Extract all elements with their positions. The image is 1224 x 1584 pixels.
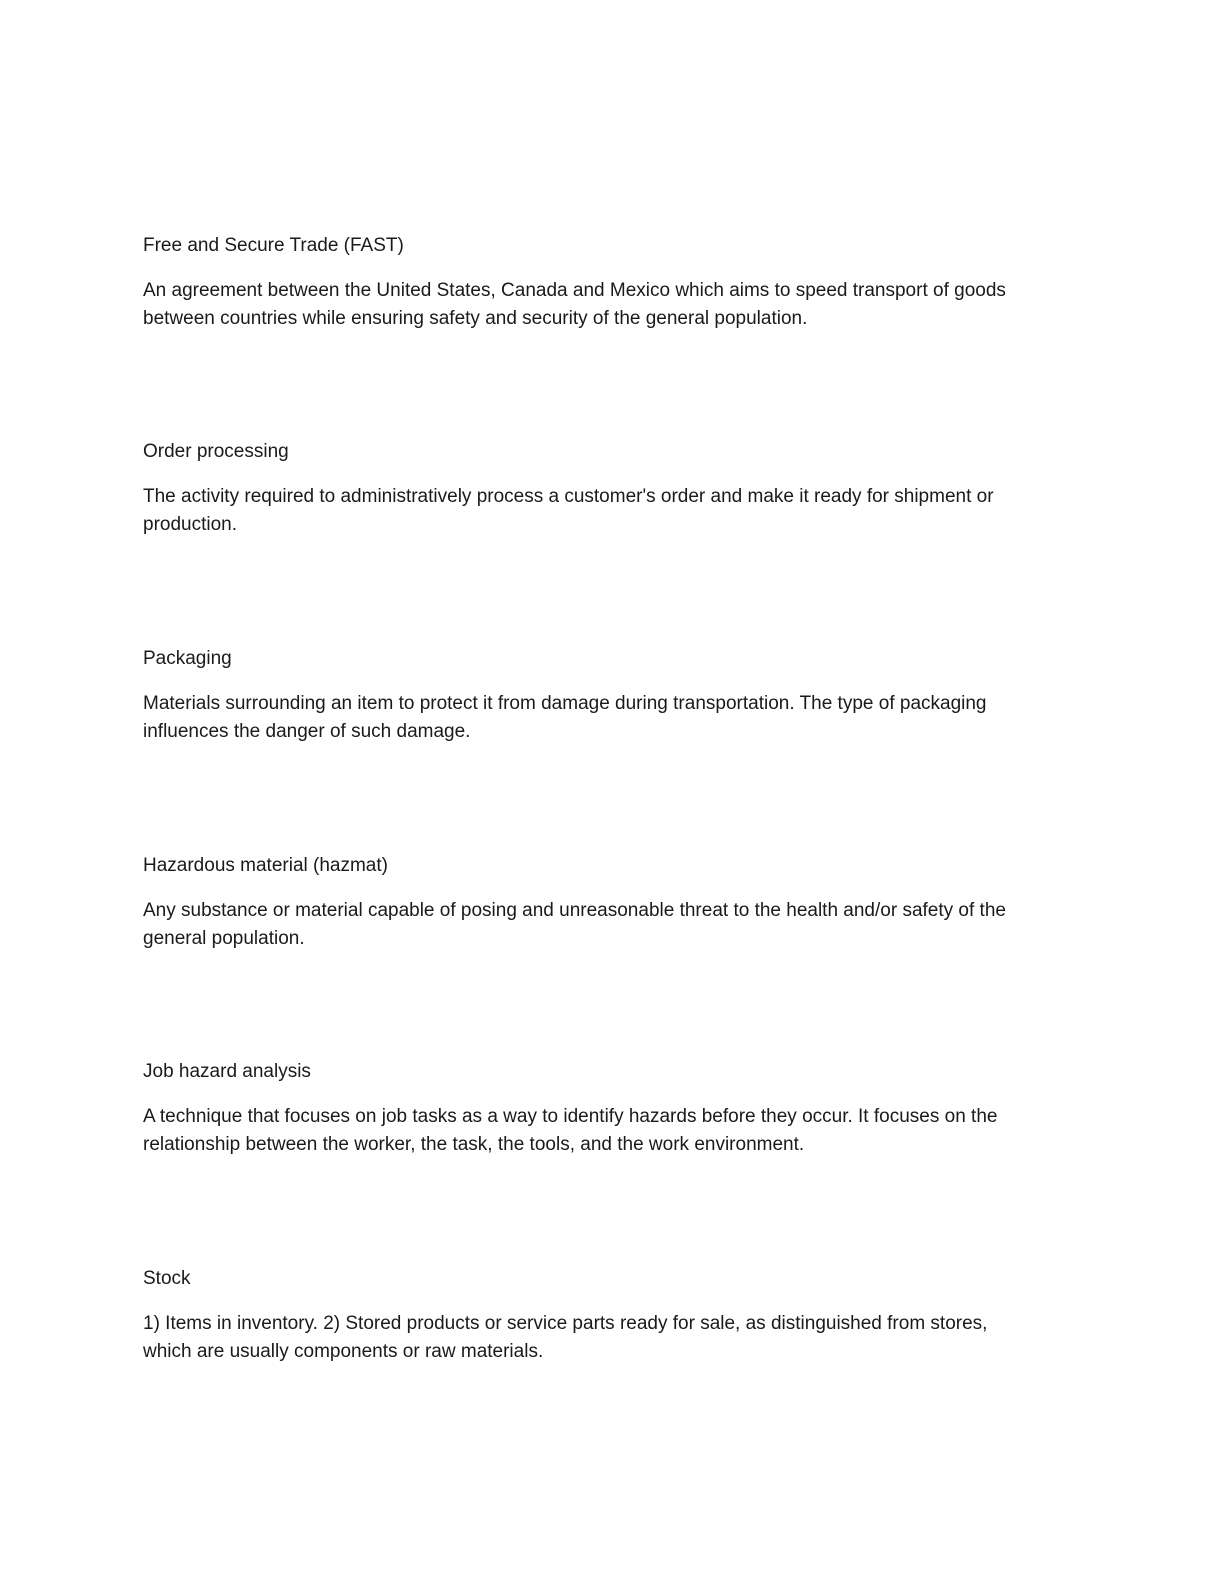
glossary-entry [143, 645, 1083, 746]
glossary-entry [143, 1058, 1083, 1159]
definition-line: which are usually components or raw materials. [143, 1341, 544, 1362]
entry-term: Order processing [143, 441, 289, 462]
entry-term: Stock [143, 1268, 191, 1289]
glossary-entry [143, 438, 1083, 539]
entry-term: Free and Secure Trade (FAST) [143, 235, 404, 256]
definition-line: Any substance or material capable of posing and unreasonable threat to the health and/or safety of the [143, 900, 1006, 921]
definition-line: 1) Items in inventory. 2) Stored products or service parts ready for sale, as distinguished from stores, [143, 1313, 988, 1334]
entry-term: Job hazard analysis [143, 1061, 311, 1082]
definition-line: between countries while ensuring safety and security of the general population. [143, 308, 808, 329]
entry-definition [143, 690, 1083, 746]
definition-line: A technique that focuses on job tasks as a way to identify hazards before they occur. It focuses on the [143, 1106, 998, 1127]
entry-definition [143, 277, 1083, 333]
definition-line: production. [143, 514, 238, 535]
definition-line: Materials surrounding an item to protect it from damage during transportation. The type of packaging [143, 693, 987, 714]
definition-line: An agreement between the United States, Canada and Mexico which aims to speed transport of goods [143, 280, 1006, 301]
definition-line: relationship between the worker, the task, the tools, and the work environment. [143, 1134, 805, 1155]
entry-term: Packaging [143, 648, 232, 669]
definition-line: influences the danger of such damage. [143, 721, 471, 742]
glossary-entry [143, 1265, 1083, 1366]
entry-definition [143, 897, 1083, 953]
glossary-entry [143, 852, 1083, 953]
entry-term: Hazardous material (hazmat) [143, 855, 388, 876]
entry-definition [143, 483, 1083, 539]
glossary-entry [143, 232, 1083, 333]
definition-line: The activity required to administratively process a customer's order and make it ready for shipment or [143, 486, 994, 507]
entry-definition [143, 1103, 1083, 1159]
entry-definition [143, 1310, 1083, 1366]
definition-line: general population. [143, 928, 305, 949]
